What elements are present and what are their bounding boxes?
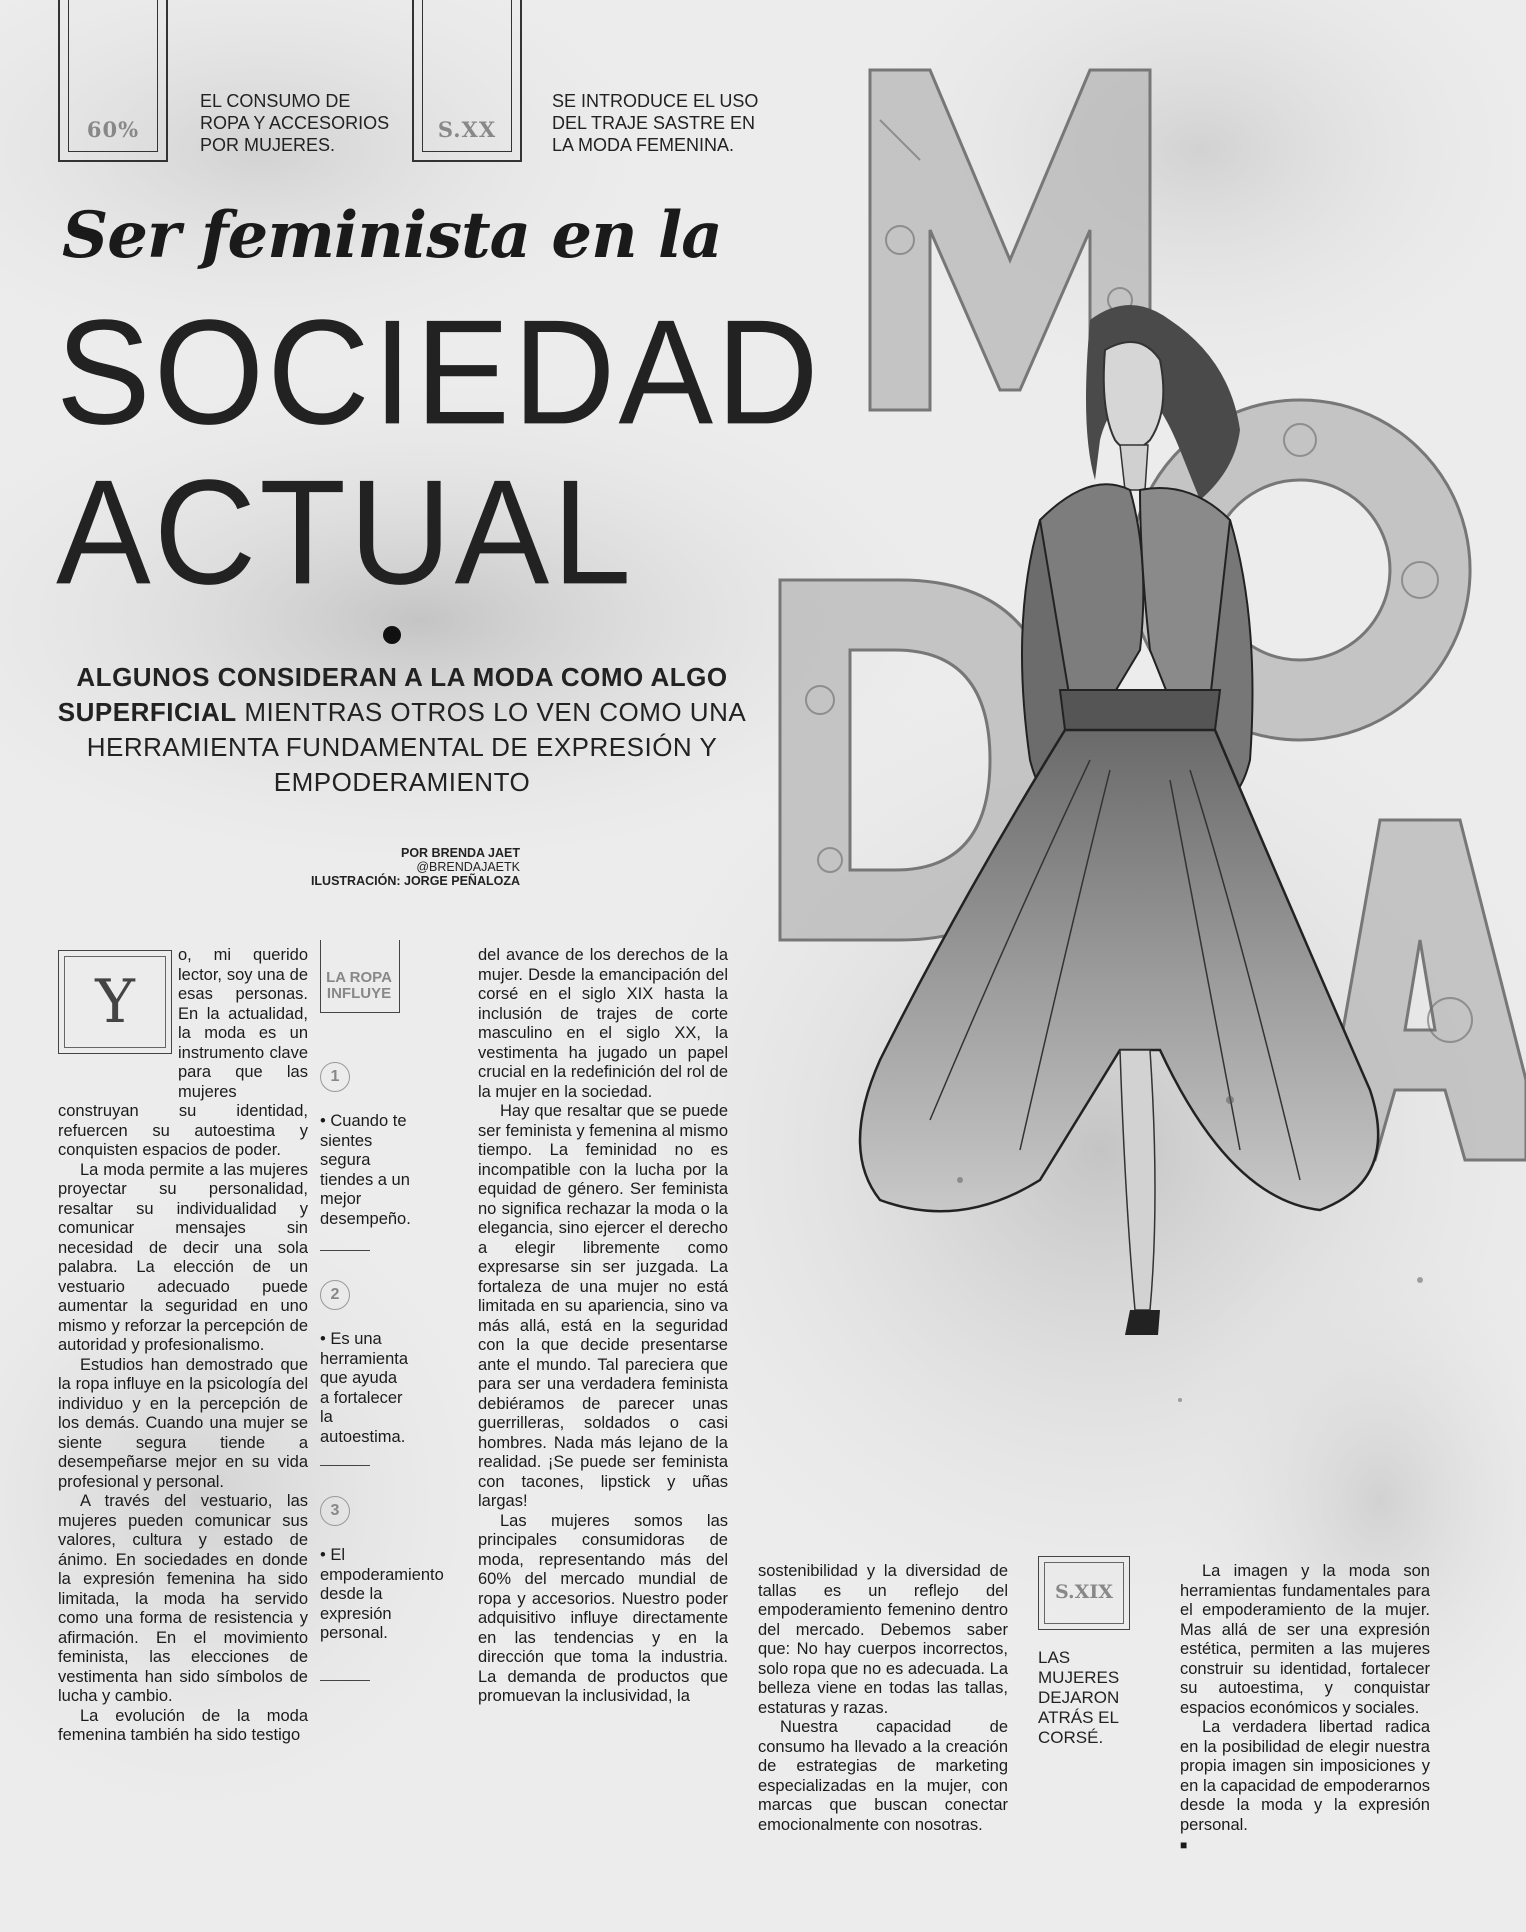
paragraph: Estudios han demostrado que la ropa influye en la psicología del individuo y en la percepción de los demás. Cuando una mujer se siente segura tiende a desempeñarse mejor en su vida profesional y personal. (58, 1355, 308, 1491)
end-mark-icon: ■ (1180, 1838, 1188, 1852)
stat-value: S.XX (437, 117, 497, 142)
stat-box-60 (58, 0, 168, 162)
divider (320, 1250, 370, 1251)
number-badge: 3 (320, 1496, 350, 1526)
paragraph: Nuestra capacidad de consumo ha llevado a la creación de estrategias de marketing especializadas en la mujer, con marcas que buscan conectar emocionalmente con nosotras. (758, 1718, 1008, 1834)
byline: POR BRENDA JAET @BRENDAJAETK ILUSTRACIÓN: JORGE PEÑALOZA (310, 846, 520, 888)
paragraph: La evolución de la moda femenina también ha sido testigo (58, 1706, 308, 1744)
paragraph: o, mi querido lector, soy una de esas personas. En la actualidad, la moda es un instrumento clave para que las mujeres construyan su identidad, refuercen su autoestima y conquisten espacios de poder. (58, 946, 308, 1159)
divider (320, 1465, 370, 1466)
sidebar-label: LA ROPA INFLUYE (326, 969, 392, 1002)
stat-box-sxx (412, 0, 522, 162)
stat-caption-sxx: SE INTRODUCE EL USO DEL TRAJE SASTRE EN LA MODA FEMENINA. (552, 91, 759, 155)
title-line-1: Ser feminista en la (62, 198, 722, 273)
title-line-3: ACTUAL (56, 449, 635, 616)
paragraph: La verdadera libertad radica en la posibilidad de elegir nuestra propia imagen sin imposiciones y en la capacidad de empoderarnos desde la moda y la expresión personal. (1180, 1718, 1430, 1834)
column-1 (58, 946, 308, 1746)
stat-caption-sxix: LAS MUJERES DEJARON ATRÁS EL CORSÉ. (1038, 1648, 1120, 1747)
stat-caption-60: EL CONSUMO DE ROPA Y ACCESORIOS POR MUJERES. (200, 91, 390, 155)
number-badge: 2 (320, 1280, 350, 1310)
stat-value: 60% (86, 117, 140, 142)
subhead: ALGUNOS CONSIDERAN A LA MODA COMO ALGO SUPERFICIAL MIENTRAS OTROS LO VEN COMO UNA HERRAMIENTA FUNDAMENTAL DE EXPRESIÓN Y EMPODERAMIENTO (57, 662, 747, 797)
title-line-2: SOCIEDAD (56, 289, 822, 456)
column-4 (1180, 1562, 1430, 1856)
paragraph: Hay que resaltar que se puede ser feminista y femenina al mismo tiempo. La feminidad no es incompatible con la lucha por la equidad de género. Ser feminista no significa rechazar la moda o la elegancia, sino ejercer el derecho a elegir libremente como expresarse sin ser juzgada. La fortaleza de una mujer no está limitada en su apariencia, sino va más allá, está en la seguridad con la que decide presentarse ante el mundo. Tal pareciera que para ser una verdadera feminista debiéramos de parecer unas guerrilleras, soldados o casi hombres. Nada más lejano de la realidad. ¡Se puede ser feminista con tacones, lipstick y uñas largas! (478, 1102, 728, 1510)
paragraph: sostenibilidad y la diversidad de tallas es un reflejo del empoderamiento femenino dentro del mercado. Debemos saber que: No hay cuerpos incorrectos, solo ropa que no es adecuada. La belleza viene en todas las tallas, estaturas y razas. (758, 1562, 1008, 1717)
title-dot (383, 626, 401, 644)
number-badge: 1 (320, 1062, 350, 1092)
sidebar-item: • Cuando te sientes segura tiendes a un mejor desempeño. (320, 1112, 411, 1228)
column-2 (478, 946, 728, 1707)
paragraph: del avance de los derechos de la mujer. Desde la emancipación del corsé en el siglo XIX hasta la inclusión de trajes de corte masculino en el siglo XX, la vestimenta ha jugado un papel crucial en la redefinición del rol de la mujer en la sociedad. (478, 946, 728, 1101)
divider (320, 1680, 370, 1681)
stat-box-sxix: S.XIX (1038, 1556, 1130, 1630)
sidebar-item: • Es una herramienta que ayuda a fortalecer la autoestima. (320, 1330, 409, 1446)
paragraph: A través del vestuario, las mujeres pueden comunicar sus valores, cultura y estado de ánimo. En sociedades en donde la expresión femenina ha sido limitada, la moda ha servido como una forma de resistencia y afirmación. En el movimiento feminista, las elecciones de vestimenta han sido símbolos de lucha y cambio. (58, 1492, 308, 1705)
paragraph: La moda permite a las mujeres proyectar su personalidad, resaltar su individualidad y comunicar mensajes sin necesidad de decir una sola palabra. La elección de un vestuario adecuado puede aumentar la seguridad en uno mismo y reforzar la percepción de autoridad y profesionalismo. (58, 1160, 308, 1354)
column-3 (758, 1562, 1008, 1835)
sidebar-item: • El empoderamiento desde la expresión personal. (320, 1546, 444, 1642)
dropcap: Y (58, 950, 172, 1054)
paragraph: Las mujeres somos las principales consumidoras de moda, representando más del 60% del mercado mundial de ropa y accesorios. Nuestro poder adquisitivo influye directamente en las tendencias y en la dirección que toma la industria. La demanda de productos que promuevan la inclusividad, la (478, 1511, 728, 1705)
paragraph: La imagen y la moda son herramientas fundamentales para el empoderamiento de la mujer. Mas allá de ser una expresión estética, permiten a las mujeres construir su identidad, fortalecer su autoestima, y conquistar espacios económicos y sociales. (1180, 1562, 1430, 1717)
